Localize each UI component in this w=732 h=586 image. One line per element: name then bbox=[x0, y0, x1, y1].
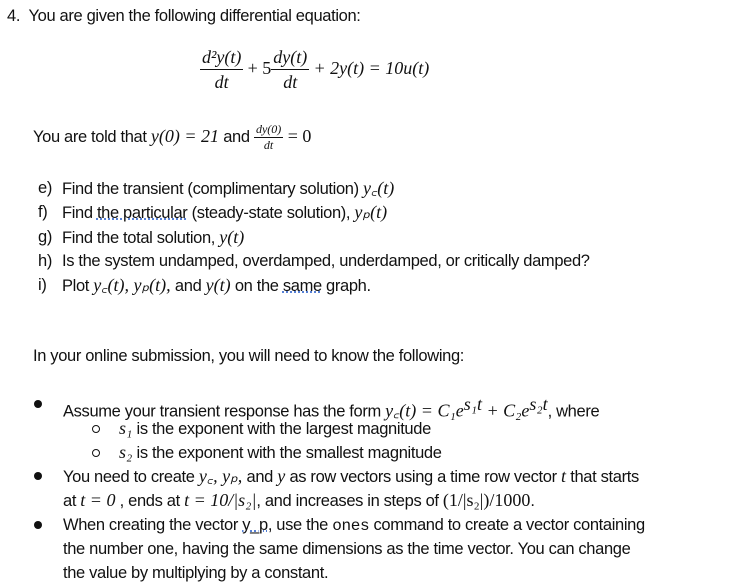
online-heading: In your online submission, you will need to know the following: bbox=[33, 347, 465, 365]
sub-bullet-icon bbox=[92, 449, 100, 457]
bullet-ones-cont2: the value by multiplying by a constant. bbox=[63, 564, 329, 582]
bullet-row-vectors: You need to create y꜀, yₚ, and y as row vectors using a time row vector t that starts bbox=[63, 466, 639, 486]
part-f: f) Find the particular (steady-state solution), yₚ(t) bbox=[38, 202, 388, 222]
part-g: g) Find the total solution, y(t) bbox=[38, 227, 245, 247]
sub-bullet-icon bbox=[92, 425, 100, 433]
bullet-ones-command: When creating the vector y_p, use the ones command to create a vector containing bbox=[63, 516, 645, 535]
bullet-transient-form: Assume your transient response has the form y꜀(t) = $C_1e^{s_1t} + C_2e^{s_2t}$, where bbox=[63, 394, 600, 421]
bullet-icon bbox=[34, 521, 42, 529]
part-h: h) Is the system undamped, overdamped, underdamped, or critically damped? bbox=[38, 252, 590, 270]
sub-bullet-s2: s₂ is the exponent with the smallest magnitude bbox=[119, 442, 442, 462]
question-intro: 4. You are given the following differential equation: bbox=[7, 7, 361, 25]
bullet-icon bbox=[34, 400, 42, 408]
part-i: i) Plot y꜀(t), yₚ(t), and y(t) on the same graph. bbox=[38, 275, 371, 295]
bullet-row-vectors-cont: at t = 0 , ends at t = 10/|s₂|, and increases in steps of (1/|s₂|)/1000. bbox=[63, 490, 535, 510]
part-e: e) Find the transient (complimentary solution) y꜀(t) bbox=[38, 178, 395, 198]
bullet-ones-cont: the number one, having the same dimensions as the time vector. You can change bbox=[63, 540, 631, 558]
initial-conditions: You are told that y(0) = 21 and $\frac{dy(0)}{dt}$ = 0 bbox=[33, 122, 312, 153]
bullet-icon bbox=[34, 472, 42, 480]
sub-bullet-s1: s₁ is the exponent with the largest magnitude bbox=[119, 418, 431, 438]
differential-equation: $\frac{\text{d²y(t)}}{dt}$ + 5 $\frac{dy(t)}{dt}$ + 2y(t) = 10u(t) bbox=[202, 47, 430, 93]
